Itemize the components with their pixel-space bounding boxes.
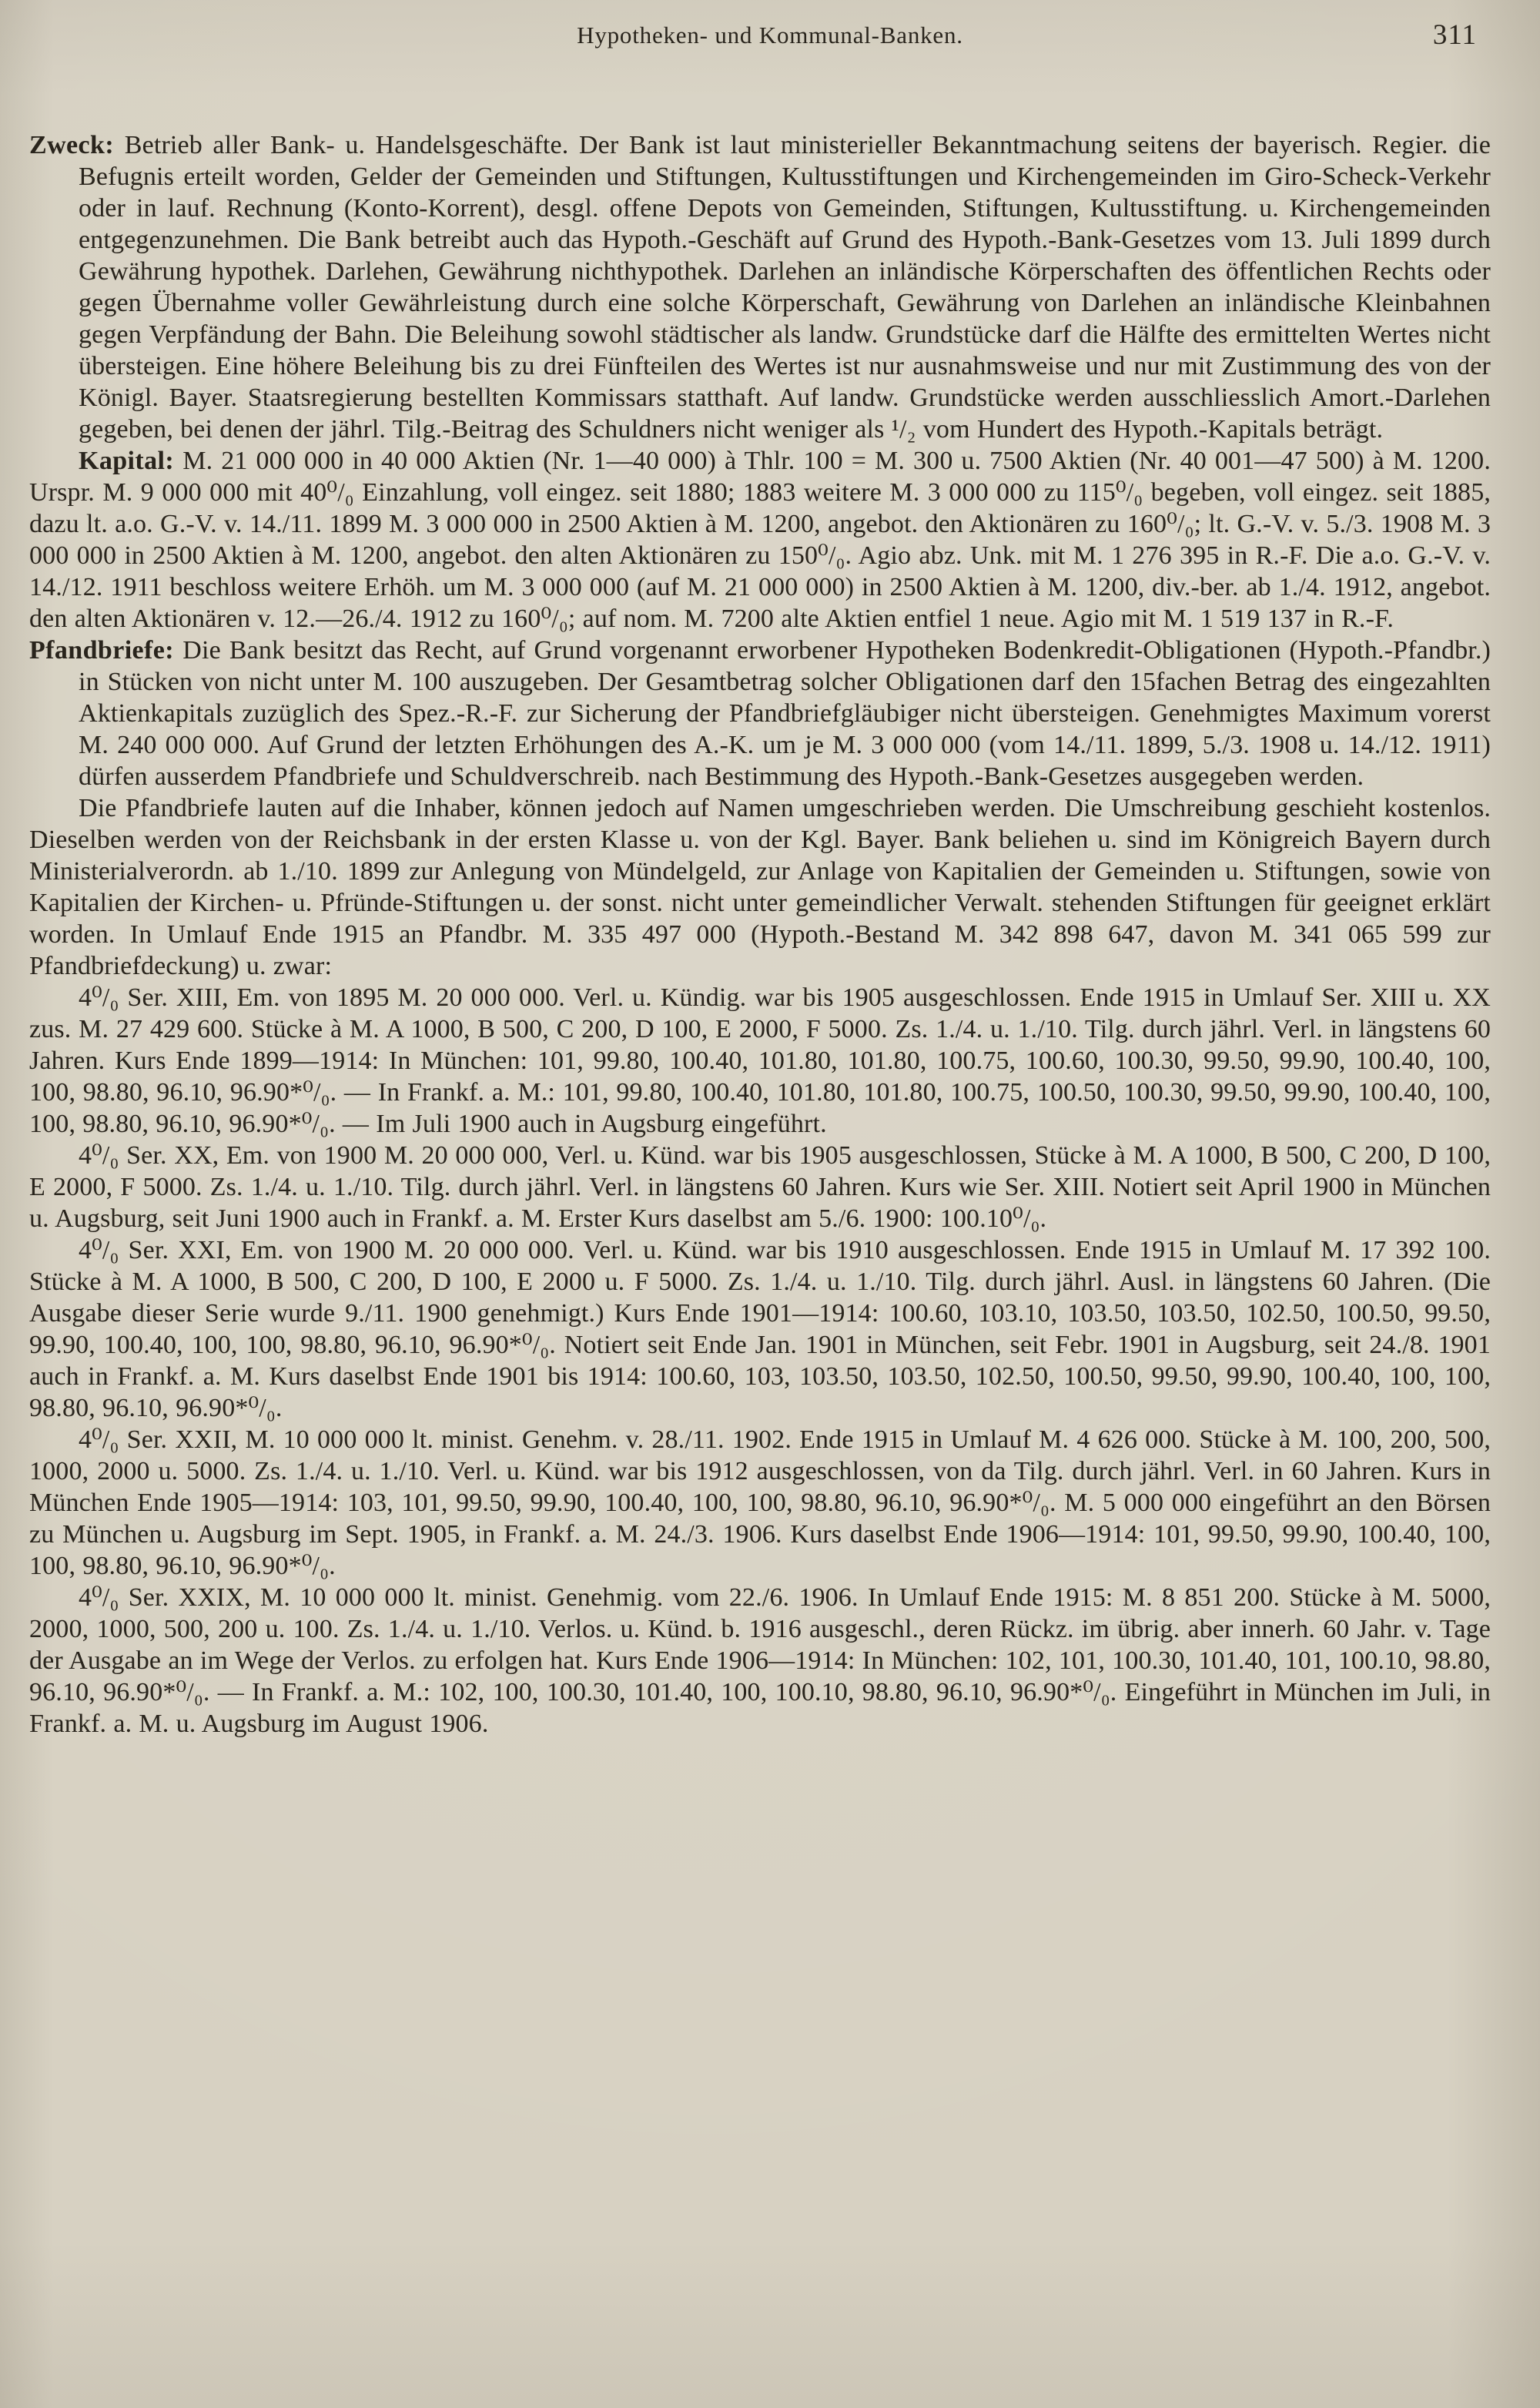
text-block (29, 129, 1491, 1740)
running-title: Hypotheken- und Kommunal-Banken. (577, 22, 963, 49)
paragraph-pfandbriefe-inhaber (29, 792, 1491, 982)
entry-kapital-lead: Kapital: (79, 447, 183, 475)
paragraph-serie-xxix (29, 1582, 1491, 1740)
page-number: 311 (1432, 19, 1477, 51)
paragraph-serie-xxi-body: 4⁰/₀ Ser. XXI, Em. von 1900 M. 20 000 000. Verl. u. Künd. war bis 1910 ausgeschlossen. Ende 1915 in Umlauf M. 17 392 100. Stücke à M. A 1000, B 500, C 200, D 100, E 2000 u. F 5000. Zs. 1./4. u. 1./10. Tilg. durch jährl. Ausl. in längstens 60 Jahren. (Die Ausgabe dieser Serie wurde 9./11. 1900 genehmigt.) Kurs Ende 1901—1914: 100.60, 103.10, 103.50, 103.50, 102.50, 100.50, 99.50, 99.90, 100.40, 100, 100, 98.80, 96.10, 96.90*⁰/₀. Notiert seit Ende Jan. 1901 in München, seit Febr. 1901 in Augsburg, seit 24./8. 1901 auch in Frankf. a. M. Kurs daselbst Ende 1901 bis 1914: 100.60, 103, 103.50, 103.50, 102.50, 100.50, 99.50, 99.90, 100.40, 100, 100, 98.80, 96.10, 96.90*⁰/₀. (29, 1236, 1491, 1422)
paragraph-serie-xxii-body: 4⁰/₀ Ser. XXII, M. 10 000 000 lt. minist. Genehm. v. 28./11. 1902. Ende 1915 in Umlauf M. 4 626 000. Stücke à M. 100, 200, 500, 1000, 2000 u. 5000. Zs. 1./4. u. 1./10. Verl. u. Künd. war bis 1912 ausgeschlossen, von da Tilg. durch jährl. Verl. in 60 Jahren. Kurs in München Ende 1905—1914: 103, 101, 99.50, 99.90, 100.40, 100, 100, 98.80, 96.10, 96.90*⁰/₀. M. 5 000 000 eingeführt an den Börsen zu München u. Augsburg im Sept. 1905, in Frankf. a. M. 24./3. 1906. Kurs daselbst Ende 1906—1914: 101, 99.50, 99.90, 100.40, 100, 100, 98.80, 96.10, 96.90*⁰/₀. (29, 1425, 1491, 1580)
entry-kapital (29, 445, 1491, 635)
entry-zweck-lead: Zweck: (29, 131, 125, 159)
paragraph-serie-xiii-body: 4⁰/₀ Ser. XIII, Em. von 1895 M. 20 000 000. Verl. u. Kündig. war bis 1905 ausgeschlossen. Ende 1915 in Umlauf Ser. XIII u. XX zus. M. 27 429 600. Stücke à M. A 1000, B 500, C 200, D 100, E 2000, F 5000. Zs. 1./4. u. 1./10. Tilg. durch jährl. Verl. in längstens 60 Jahren. Kurs Ende 1899—1914: In München: 101, 99.80, 100.40, 101.80, 101.80, 100.75, 100.60, 100.30, 99.50, 99.90, 100.40, 100, 100, 98.80, 96.10, 96.90*⁰/₀. — In Frankf. a. M.: 101, 99.80, 100.40, 101.80, 101.80, 100.75, 100.50, 100.30, 99.50, 99.90, 100.40, 100, 100, 98.80, 96.10, 96.90*⁰/₀. — Im Juli 1900 auch in Augsburg eingeführt. (29, 983, 1491, 1138)
entry-pfandbriefe-lead: Pfandbriefe: (29, 636, 183, 665)
paragraph-serie-xx (29, 1140, 1491, 1234)
paragraph-serie-xxii (29, 1424, 1491, 1582)
paragraph-serie-xiii (29, 982, 1491, 1140)
entry-pfandbriefe (29, 635, 1491, 792)
paragraph-serie-xxi (29, 1234, 1491, 1424)
entry-zweck-body: Betrieb aller Bank- u. Handelsgeschäfte. Der Bank ist laut ministerieller Bekanntmachung seitens der bayerisch. Regier. die Befugnis erteilt worden, Gelder der Gemeinden und Stiftungen, Kultusstiftungen und Kirchengemeinden im Giro-Scheck-Verkehr oder in lauf. Rechnung (Konto-Korrent), desgl. offene Depots von Gemeinden, Stiftungen, Kultusstiftung. u. Kirchengemeinden entgegenzunehmen. Die Bank betreibt auch das Hypoth.-Geschäft auf Grund des Hypoth.-Bank-Gesetzes vom 13. Juli 1899 durch Gewährung hypothek. Darlehen, Gewährung nichthypothek. Darlehen an inländische Körperschaften des öffentlichen Rechts oder gegen Übernahme voller Gewährleistung durch eine solche Körperschaft, Gewährung von Darlehen an inländische Kleinbahnen gegen Verpfändung der Bahn. Die Beleihung sowohl städtischer als landw. Grundstücke darf die Hälfte des ermittelten Wertes nicht übersteigen. Eine höhere Beleihung bis zu drei Fünfteilen des Wertes ist nur ausnahmsweise und nur mit Zustimmung des von der Königl. Bayer. Staatsregierung bestellten Kommissars statthaft. Auf landw. Grundstücke werden ausschliesslich Amort.-Darlehen gegeben, bei denen der jährl. Tilg.-Beitrag des Schuldners nicht weniger als ¹/₂ vom Hundert des Hypoth.-Kapitals beträgt. (79, 131, 1491, 444)
paragraph-serie-xx-body: 4⁰/₀ Ser. XX, Em. von 1900 M. 20 000 000, Verl. u. Künd. war bis 1905 ausgeschlossen, Stücke à M. A 1000, B 500, C 200, D 100, E 2000, F 5000. Zs. 1./4. u. 1./10. Tilg. durch jährl. Verl. in längstens 60 Jahren. Kurs wie Ser. XIII. Notiert seit April 1900 in München u. Augsburg, seit Juni 1900 auch in Frankf. a. M. Erster Kurs daselbst am 5./6. 1900: 100.10⁰/₀. (29, 1141, 1491, 1233)
entry-kapital-body: M. 21 000 000 in 40 000 Aktien (Nr. 1—40 000) à Thlr. 100 = M. 300 u. 7500 Aktien (Nr. 40 001—47 500) à M. 1200. Urspr. M. 9 000 000 mit 40⁰/₀ Einzahlung, voll eingez. seit 1880; 1883 weitere M. 3 000 000 zu 115⁰/₀ begeben, voll eingez. seit 1885, dazu lt. a.o. G.-V. v. 14./11. 1899 M. 3 000 000 in 2500 Aktien à M. 1200, angebot. den Aktionären zu 160⁰/₀; lt. G.-V. v. 5./3. 1908 M. 3 000 000 in 2500 Aktien à M. 1200, angebot. den alten Aktionären zu 150⁰/₀. Agio abz. Unk. mit M. 1 276 395 in R.-F. Die a.o. G.-V. v. 14./12. 1911 beschloss weitere Erhöh. um M. 3 000 000 (auf M. 21 000 000) in 2500 Aktien à M. 1200, div.-ber. ab 1./4. 1912, angebot. den alten Aktionären v. 12.—26./4. 1912 zu 160⁰/₀; auf nom. M. 7200 alte Aktien entfiel 1 neue. Agio mit M. 1 519 137 in R.-F. (29, 447, 1491, 633)
paragraph-pfandbriefe-inhaber-body: Die Pfandbriefe lauten auf die Inhaber, können jedoch auf Namen umgeschrieben werden. Die Umschreibung geschieht kostenlos. Dieselben werden von der Reichsbank in der ersten Klasse u. von der Kgl. Bayer. Bank beliehen u. sind im Königreich Bayern durch Ministerialverordn. ab 1./10. 1899 zur Anlegung von Mündelgeld, zur Anlage von Kapitalien der Gemeinden u. Stiftungen, sowie von Kapitalien der Kirchen- u. Pfründe-Stiftungen u. der sonst. nicht unter gemeindlicher Verwalt. stehenden Stiftungen für geeignet erklärt worden. In Umlauf Ende 1915 an Pfandbr. M. 335 497 000 (Hypoth.-Bestand M. 342 898 647, davon M. 341 065 599 zur Pfandbriefdeckung) u. zwar: (29, 794, 1491, 980)
entry-zweck (29, 129, 1491, 445)
page-header (0, 19, 1540, 59)
entry-pfandbriefe-body: Die Bank besitzt das Recht, auf Grund vorgenannt erworbener Hypotheken Bodenkredit-Obligationen (Hypoth.-Pfandbr.) in Stücken von nicht unter M. 100 auszugeben. Der Gesamtbetrag solcher Obligationen darf den 15fachen Betrag des eingezahlten Aktienkapitals zuzüglich des Spez.-R.-F. zur Sicherung der Pfandbriefgläubiger nicht übersteigen. Genehmigtes Maximum vorerst M. 240 000 000. Auf Grund der letzten Erhöhungen des A.-K. um je M. 3 000 000 (vom 14./11. 1899, 5./3. 1908 u. 14./12. 1911) dürfen ausserdem Pfandbriefe und Schuldverschreib. nach Bestimmung des Hypoth.-Bank-Gesetzes ausgegeben werden. (79, 636, 1491, 791)
paragraph-serie-xxix-body: 4⁰/₀ Ser. XXIX, M. 10 000 000 lt. minist. Genehmig. vom 22./6. 1906. In Umlauf Ende 1915: M. 8 851 200. Stücke à M. 5000, 2000, 1000, 500, 200 u. 100. Zs. 1./4. u. 1./10. Verlos. u. Künd. b. 1916 ausgeschl., deren Rückz. im übrig. aber innerh. 60 Jahr. v. Tage der Ausgabe an im Wege der Verlos. zu erfolgen hat. Kurs Ende 1906—1914: In München: 102, 101, 100.30, 101.40, 101, 100.10, 98.80, 96.10, 96.90*⁰/₀. — In Frankf. a. M.: 102, 100, 100.30, 101.40, 100, 100.10, 98.80, 96.10, 96.90*⁰/₀. Eingeführt in München im Juli, in Frankf. a. M. u. Augsburg im August 1906. (29, 1583, 1491, 1738)
